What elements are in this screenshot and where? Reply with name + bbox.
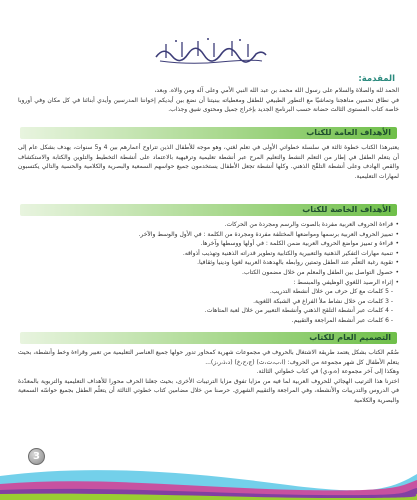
list-item: • حصول التواصل بين الطفل والمعلم من خلال مضمون الكتاب.	[18, 268, 399, 278]
design-paragraph: صُمّم الكتاب بشكل يعتمد طريقة الاشتغال بالحروف في مجموعات شهرية كمحاور تدور حولها جميع العناصر التعليمية من تعبير وقراءة وخط وأنشطة، بحيث يتعلم الأطفال كل شهر مجموعة من الحروف: (ا،ب،ت،ث) (ج،ح،خ) (د،ذ،ر،ز)...	[18, 349, 399, 366]
design-heading: التصميم العام للكتاب	[309, 333, 391, 342]
page-number-badge: 3	[28, 448, 45, 465]
specific-goals-heading: الأهداف الخاصة للكتاب	[302, 205, 391, 214]
list-item: • قراءة الحروف العربية مفردة بالصوت والرسم ومجردة من الحركات.	[18, 220, 399, 230]
specific-goals-list	[18, 220, 399, 326]
intro-paragraph: في نطاق تحسين مناهجنا وتماشيًا مع التطور الطبيعي للطفل ومعطياته ببنيتنا أن نضع بين أيديكم إخواننا المدرسين وأيدي أبنائنا في كل مكان وفي أوروبا خاصة كتاب المستوى الثالث حضانة حسب البرنامج الجديد بإخراج جميل ومحتوى شيق وجذاب.	[18, 96, 399, 114]
specific-goals-banner	[20, 204, 397, 216]
footer-wave-decoration	[0, 446, 417, 500]
list-item: • قراءة و تمييز مواضع الحروف العربية ضمن الكلمة : في أولها ووسطها وآخرها.	[18, 239, 399, 249]
list-item: • تمييز الحروف العربية برسمها ومواضعها المختلفة مفردة ومجردة من الكلمة : في الأول والوسط والآخر.	[18, 230, 399, 240]
sub-list-item: - 4 كلمات عبر أنشطة التلقح الذهني وأنشطة التعبير من خلال لعبة المتاهات.	[204, 307, 393, 315]
sub-list-item: - 6 كلمات عبر أنشطة المراجعة والتقييم.	[291, 316, 393, 324]
sub-list-item: - 3 كلمات من خلال نشاط ملأ الفراغ في الشبكة اللغوية.	[253, 297, 393, 305]
intro-heading: المقدمة:	[358, 74, 395, 84]
list-item: • إثراء الرصيد اللغوي الوظيفي والمبسط :	[18, 278, 399, 288]
list-item: • تنمية مهارات التفكير الذهنية والتعبيرية والكتابية وتطوير قدراته الذهنية وتهذيب أذواقه.	[18, 249, 399, 259]
list-item: • تقوية رغبة التعلّم عند الطفل وتمتين روابطه بالهدهدة العربية لغويا ودينيا وثقافيا.	[18, 258, 399, 268]
design-text	[18, 348, 399, 406]
intro-paragraph: الحمد لله والصلاة والسلام على رسول الله محمد بن عبد الله النبي الأمي وعلى آله ومن والاه. وبعد،	[154, 87, 399, 94]
bismillah-calligraphy	[150, 36, 270, 66]
design-paragraph: اخترنا هذا الترتيب الهجائي للحروف العربية لما فيه من مزايا تفوق مزايا الترتيبات الأخرى، بحيث جعلنا الحرف محورا للأهداف التعليمية والتربوية بالمعدّدة في الدروس والتدريبات والأنشطة، وفي المراجعة والتقييم الشهري. حرصنا من خلال مضامين كتاب خطوتي الثالثة أن يتعلّم الطفل بجميع حواسّه السمعية والبصرية والكلامية	[18, 377, 399, 404]
general-goals-heading: الأهداف العامة للكتاب	[306, 128, 391, 137]
design-paragraph: وهكذا إلى آخر مجموعة (ه،و،ي) في كتاب خطواتي الثالثة.	[256, 368, 399, 376]
design-banner	[20, 332, 397, 344]
general-goals-paragraph: يعتبرهذا الكتاب خطوة ثالثة في سلسلة خطواتي الأولى في تعلم لغتي، وهو موجه للأطفال الذين تتراوح أعمارهم بين 4 و5 سنوات، يهدف بشكل عام إلى أن يتعلم الطفل في إطار من التعلم النشط والتعليم المرح عبر أنشطة تعليمية وترفيهية بالاعتماد على أنشطة التخطيط والتلوين والكتابة والاستكشاف والقص الهادف وعلى أنشطة التلقّح الذهني. وكلها أنشطة تجعل الأطفال يستخدمون جميع حواسهم السمعية والبصرية والكلامية والحسية والتالي يكتسبون لمهارات التعليمية.	[18, 144, 400, 180]
general-goals-banner	[20, 127, 397, 139]
sub-list-item: - 5 كلمات مع كل حرف من خلال أنشطة التدريب.	[269, 288, 393, 296]
general-goals-text	[18, 143, 399, 181]
intro-text	[18, 86, 399, 115]
